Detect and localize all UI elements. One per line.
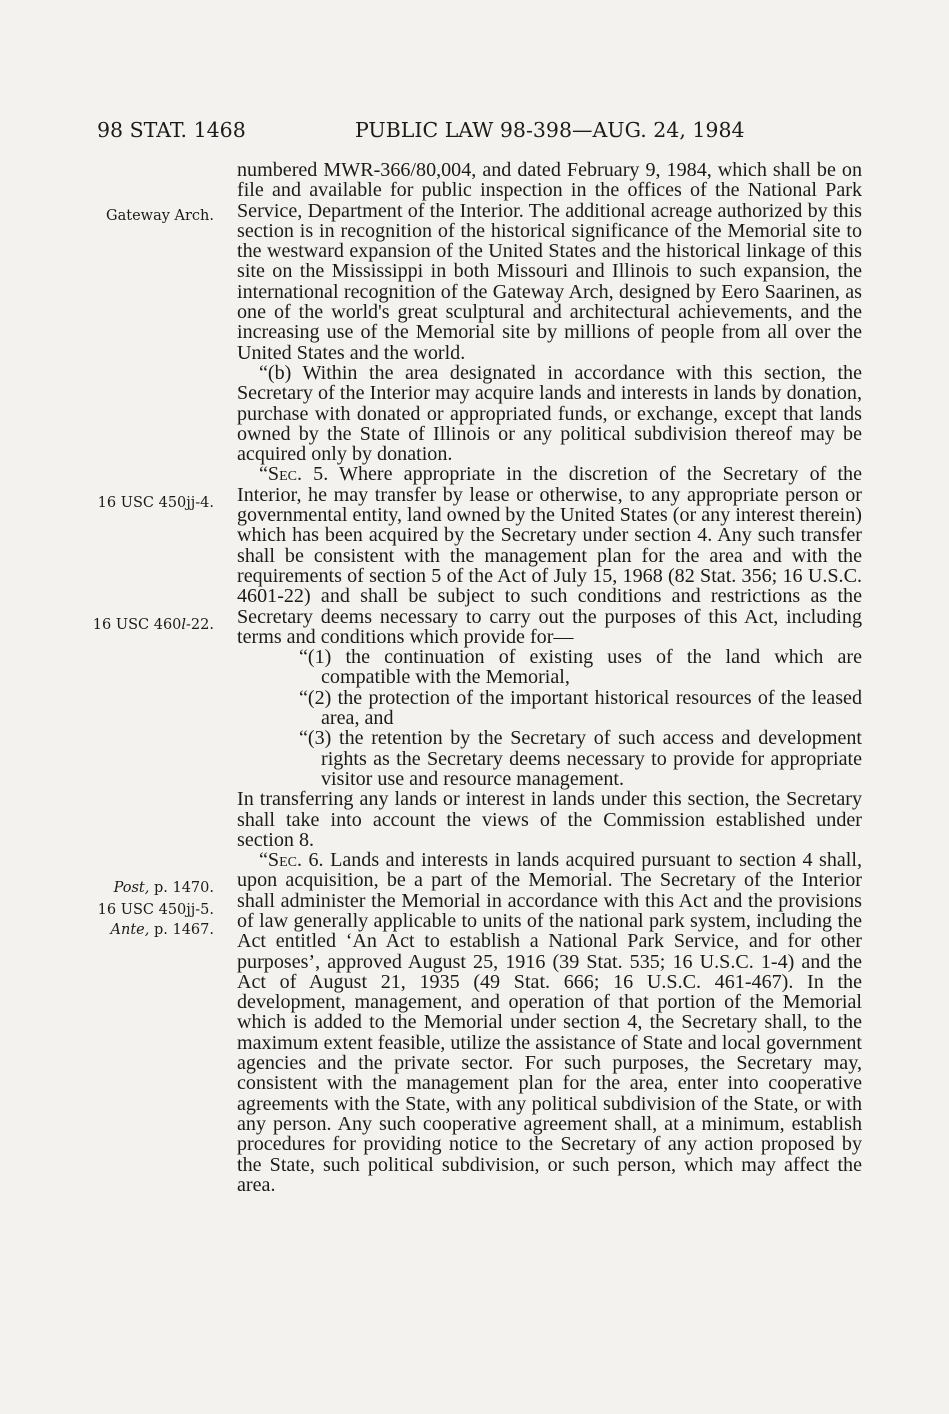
ante-page: p. 1467. <box>149 922 214 938</box>
law-title: PUBLIC LAW 98-398—AUG. 24, 1984 <box>355 118 745 142</box>
section-5-label: Sec <box>267 463 297 486</box>
post-label: Post, <box>113 880 150 896</box>
paragraph-b: “(b) Within the area designated in accordance with this section, the Secretary of the Interior may acquire lands and interests in lands by donation, purchase with donated or appropriated funds, or exchange, except that lands owned by the State of Illinois or any political subdivision thereof may be acquired only by donation. <box>237 361 862 466</box>
section-5-open-quote: “ <box>259 463 268 486</box>
item-1: “(1) the continuation of existing uses of the land which are compatible with the Memorial, <box>299 646 862 689</box>
section-5-text: . 5. Where appropriate in the discretion of the Secretary of the Interior, he may transfer by lease or otherwise, to any appropriate person or governmental entity, land owned by the United States (or any interest therein) which has been acquired by the Secretary under section 4. Any such transfer shall be consistent with the management plan for the area and with the requirements of section 5 of the Act of July 15, 1968 (82 Stat. 356; 16 U.S.C. 4601-22) and shall be subject to such conditions and restrictions as the Secretary deems necessary to carry out the purposes of this Act, including terms and conditions which provide for— <box>237 463 862 648</box>
section-5 <box>237 464 862 647</box>
margin-note-usc-450jj-4: 16 USC 450jj-4. <box>97 495 214 511</box>
transfer-paragraph: In transferring any lands or interest in lands under this section, the Secretary shall take into account the views of the Commission established under section 8. <box>237 788 862 851</box>
post-page: p. 1470. <box>149 880 214 896</box>
usc-460l-prefix: 16 USC 460 <box>92 617 182 633</box>
margin-note-post <box>114 878 214 898</box>
margin-note-usc-450jj-5: 16 USC 450jj-5. <box>97 902 214 918</box>
section-6-text: . 6. Lands and interests in lands acquired pursuant to section 4 shall, upon acquisition, be a part of the Memorial. The Secretary of the Interior shall administer the Memorial in accordance with this Act and the provisions of law generally applicable to units of the national park system, including the Act entitled ‘An Act to establish a National Park Service, and for other purposes’, approved August 25, 1916 (39 Stat. 535; 16 U.S.C. 1-4) and the Act of August 21, 1935 (49 Stat. 666; 16 U.S.C. 461-467). In the development, management, and operation of that portion of the Memorial which is added to the Memorial under section 4, the Secretary shall, to the maximum extent feasible, utilize the assistance of State and local government agencies and the private sector. For such purposes, the Secretary may, consistent with the management plan for the area, enter into cooperative agreements with the State, with any political subdivision of the State, or with any person. Any such cooperative agreement shall, at a minimum, establish procedures for providing notice to the Secretary of any action proposed by the State, such political subdivision, or such person, which may affect the area. <box>237 849 862 1196</box>
statute-body <box>237 160 862 1195</box>
section-6 <box>237 850 862 1195</box>
usc-460l-suffix: -22. <box>186 617 214 633</box>
margin-note-usc-460l-22 <box>93 615 214 635</box>
usc-460l-letter: l <box>181 617 187 633</box>
ante-label: Ante, <box>110 922 150 938</box>
stat-page-number: 98 STAT. 1468 <box>97 118 246 142</box>
paragraph-a-continuation: numbered MWR-366/80,004, and dated February 9, 1984, which shall be on file and available for public inspection in the offices of the National Park Service, Department of the Interior. The additional acreage authorized by this section is in recognition of the historical significance of the Memorial site to the westward expansion of the United States and the historical linkage of this site on the Mississippi in both Missouri and Illinois to such expansion, the international recognition of the Gateway Arch, designed by Eero Saarinen, as one of the world's great sculptural and architectural achievements, and the increasing use of the Memorial site by millions of people from all over the United States and the world. <box>237 159 862 364</box>
margin-note-gateway-arch: Gateway Arch. <box>106 208 214 224</box>
margin-note-ante <box>111 920 214 940</box>
section-6-label: Sec <box>267 849 297 872</box>
item-3: “(3) the retention by the Secretary of such access and development rights as the Secretary deems necessary to provide for appropriate visitor use and resource management. <box>299 727 862 790</box>
section-6-open-quote: “ <box>259 849 268 872</box>
item-2: “(2) the protection of the important historical resources of the leased area, and <box>299 686 862 730</box>
